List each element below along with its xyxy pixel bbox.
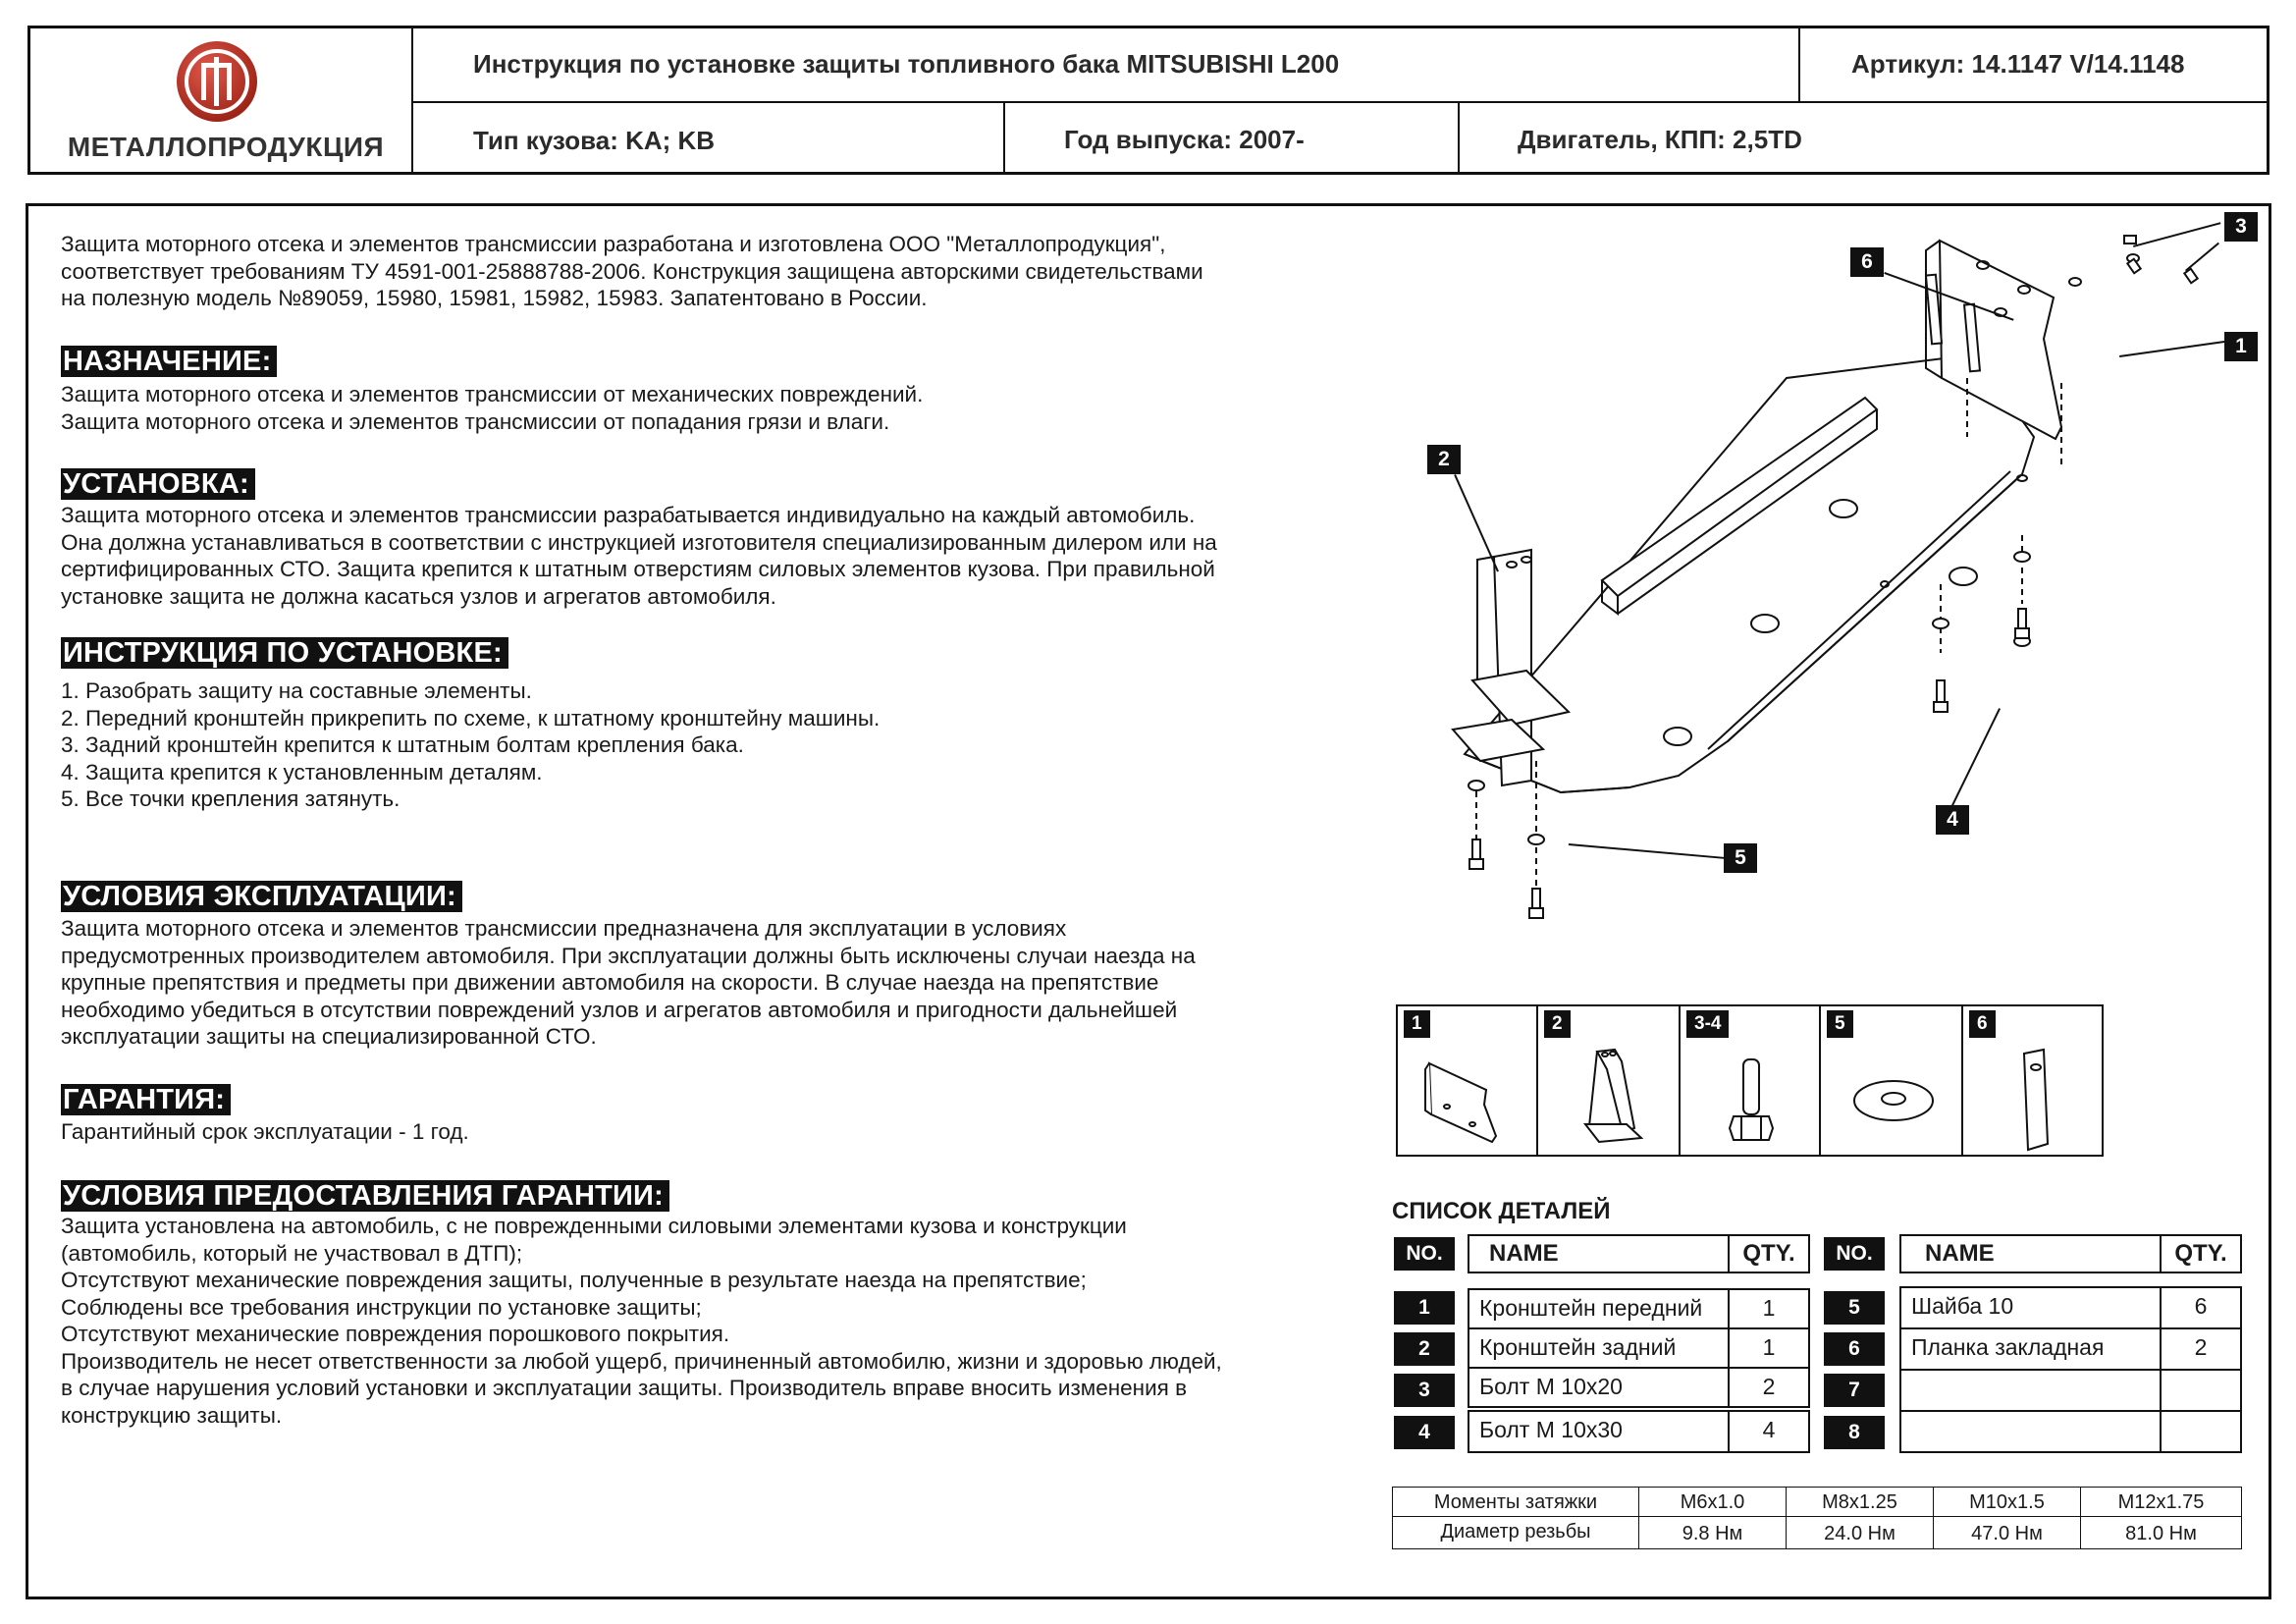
torque-row-label: Моменты затяжки <box>1392 1487 1639 1517</box>
callout-label: 4 <box>1936 805 1969 835</box>
part-thumbnail: 3-4 <box>1679 1004 1821 1157</box>
header-divider-engine <box>1458 101 1460 175</box>
part-thumbnail: 6 <box>1961 1004 2104 1157</box>
part-thumbnail: 1 <box>1396 1004 1538 1157</box>
section-text-instructions <box>61 677 1335 813</box>
company-logo <box>175 39 259 124</box>
body-type: Тип кузова: KA; KB <box>473 126 716 155</box>
instruction-step: 5. Все точки крепления затянуть. <box>61 786 400 811</box>
callout-label: 2 <box>1427 445 1461 474</box>
callout-label: 3 <box>2224 212 2258 242</box>
header-divider-year <box>1003 101 1005 175</box>
engine-info: Двигатель, КПП: 2,5TD <box>1518 125 1802 154</box>
section-title-warranty: ГАРАНТИЯ: <box>61 1084 231 1115</box>
parts-header-name: NAME <box>1899 1234 2162 1273</box>
section-text-purpose: Защита моторного отсека и элементов трансмиссии от механических повреждений. Защита моторного отсека и элементов трансмиссии от попадания грязи и влаги. <box>61 382 924 434</box>
section-title-warranty-conditions: УСЛОВИЯ ПРЕДОСТАВЛЕНИЯ ГАРАНТИИ: <box>61 1180 669 1212</box>
section-text-operation: Защита моторного отсека и элементов трансмиссии предназначена для эксплуатации в условиях предусмотренных производителем автомобиля. При эксплуатации должны быть исключены случаи наезда на крупные препятствия и предметы при движении автомобиля на скорости. В случае наезда на препятствие необходимо убедиться в отсутствии повреждений узлов и агрегатов автомобиля и пригодности дальнейшей эксплуатации защиты на специализированной СТО. <box>61 916 1196 1049</box>
section-title-installation: УСТАНОВКА: <box>61 468 255 500</box>
parts-header-no: NO. <box>1824 1237 1885 1271</box>
torque-size: M10x1.5 <box>1933 1487 2081 1517</box>
torque-value: 81.0 Нм <box>2080 1516 2242 1549</box>
torque-value: 9.8 Нм <box>1638 1516 1787 1549</box>
instruction-step: 1. Разобрать защиту на составные элементы. <box>61 678 532 703</box>
callout-label: 6 <box>1850 247 1884 277</box>
company-name: МЕТАЛЛОПРОДУКЦИЯ <box>67 132 385 162</box>
part-thumbnail: 5 <box>1819 1004 1963 1157</box>
parts-list-title: СПИСОК ДЕТАЛЕЙ <box>1392 1198 1611 1224</box>
section-title-purpose: НАЗНАЧЕНИЕ: <box>61 346 277 377</box>
intro-text: Защита моторного отсека и элементов трансмиссии разработана и изготовлена ООО "Металлопродукция", соответствует требованиям ТУ 4591-001-25888788-2006. Конструкция защищена авторскими свидетельствами на полезную модель №89059, 15980, 15981, 15982, 15983. Запатентовано в России. <box>61 232 1203 310</box>
section-title-instructions: ИНСТРУКЦИЯ ПО УСТАНОВКЕ: <box>61 637 508 669</box>
instruction-step: 3. Задний кронштейн крепится к штатным болтам крепления бака. <box>61 732 744 757</box>
section-text-warranty: Гарантийный срок эксплуатации - 1 год. <box>61 1119 469 1144</box>
parts-header-no: NO. <box>1394 1237 1455 1271</box>
article-number: Артикул: 14.1147 V/14.1148 <box>1851 49 2185 79</box>
torque-size: M6x1.0 <box>1638 1487 1787 1517</box>
section-title-operation: УСЛОВИЯ ЭКСПЛУАТАЦИИ: <box>61 881 462 912</box>
header-divider-article <box>1798 26 1800 102</box>
section-text-installation: Защита моторного отсека и элементов трансмиссии разрабатывается индивидуально на каждый автомобиль. Она должна устанавливаться в соответствии с инструкцией изготовителя специализированным дилером или на сертифицированных СТО. Защита крепится к штатным отверстиям силовых элементов кузова. При правильной установке защита не должна касаться узлов и агрегатов автомобиля. <box>61 503 1217 609</box>
exploded-assembly-diagram <box>1374 211 2258 938</box>
torque-size: M12x1.75 <box>2080 1487 2242 1517</box>
instruction-step: 4. Защита крепится к установленным деталям. <box>61 759 543 785</box>
torque-row-label: Диаметр резьбы <box>1392 1516 1639 1549</box>
callout-label: 1 <box>2224 332 2258 361</box>
section-text-warranty-conditions: Защита установлена на автомобиль, с не поврежденными силовыми элементами кузова и конструкции (автомобиль, который не участвовал в ДТП); Отсутствуют механические повреждения защиты, полученные в результате наезда на препятствие; Соблюдены все требования инструкции по установке защиты; Отсутствуют механические повреждения порошкового покрытия. Производитель не несет ответственности за любой ущерб, причиненный автомобилю, жизни и здоровью людей, в случае нарушения условий установки и эксплуатации защиты. Производитель вправе вносить изменения в конструкцию защиты. <box>61 1214 1222 1428</box>
header-divider-row <box>411 101 2269 103</box>
torque-value: 24.0 Нм <box>1786 1516 1934 1549</box>
parts-header-qty: QTY. <box>2160 1234 2242 1273</box>
parts-header-name: NAME <box>1468 1234 1730 1273</box>
instruction-step: 2. Передний кронштейн прикрепить по схеме, к штатному кронштейну машины. <box>61 705 881 731</box>
part-thumbnail: 2 <box>1536 1004 1681 1157</box>
torque-value: 47.0 Нм <box>1933 1516 2081 1549</box>
parts-header-qty: QTY. <box>1728 1234 1810 1273</box>
torque-size: M8x1.25 <box>1786 1487 1934 1517</box>
page-title: Инструкция по установке защиты топливного бака MITSUBISHI L200 <box>473 49 1340 79</box>
callout-label: 5 <box>1724 843 1757 873</box>
release-year: Год выпуска: 2007- <box>1064 125 1305 154</box>
header-divider-logo <box>411 26 413 175</box>
